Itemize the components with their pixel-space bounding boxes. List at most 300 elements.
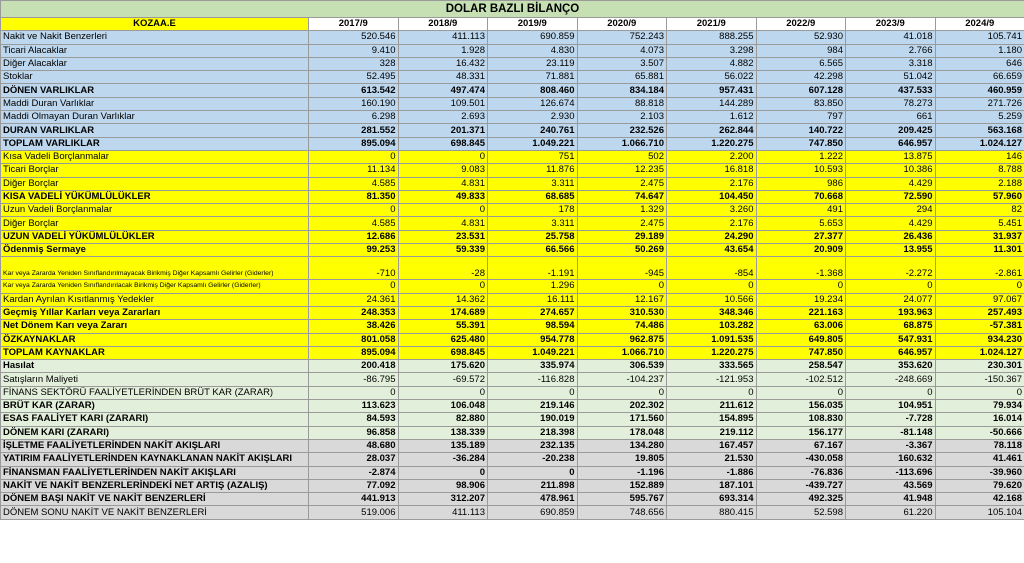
- value-cell[interactable]: 200.418: [309, 360, 399, 373]
- year-header[interactable]: 2023/9: [846, 18, 936, 31]
- value-cell[interactable]: 135.189: [398, 439, 488, 452]
- value-cell[interactable]: 0: [756, 280, 846, 293]
- row-label[interactable]: İŞLETME FAALİYETLERİNDEN NAKİT AKIŞLARI: [1, 439, 309, 452]
- value-cell[interactable]: 607.128: [756, 84, 846, 97]
- value-cell[interactable]: 1.296: [488, 280, 578, 293]
- value-cell[interactable]: 0: [309, 280, 399, 293]
- value-cell[interactable]: 751: [488, 150, 578, 163]
- value-cell[interactable]: 26.436: [846, 230, 936, 243]
- value-cell[interactable]: -1.191: [488, 257, 578, 280]
- year-header[interactable]: 2020/9: [577, 18, 667, 31]
- value-cell[interactable]: -81.148: [846, 426, 936, 439]
- value-cell[interactable]: 74.486: [577, 320, 667, 333]
- year-header[interactable]: 2021/9: [667, 18, 757, 31]
- value-cell[interactable]: 81.350: [309, 190, 399, 203]
- value-cell[interactable]: 5.653: [756, 217, 846, 230]
- value-cell[interactable]: 0: [846, 280, 936, 293]
- value-cell[interactable]: 68.875: [846, 320, 936, 333]
- value-cell[interactable]: -39.960: [935, 466, 1024, 479]
- value-cell[interactable]: 880.415: [667, 506, 757, 519]
- value-cell[interactable]: 52.930: [756, 31, 846, 44]
- value-cell[interactable]: 16.818: [667, 164, 757, 177]
- row-label[interactable]: Maddi Olmayan Duran Varlıklar: [1, 111, 309, 124]
- value-cell[interactable]: 211.612: [667, 400, 757, 413]
- value-cell[interactable]: 144.289: [667, 97, 757, 110]
- value-cell[interactable]: 12.686: [309, 230, 399, 243]
- row-label[interactable]: DURAN VARLIKLAR: [1, 124, 309, 137]
- value-cell[interactable]: 258.547: [756, 360, 846, 373]
- row-label[interactable]: UZUN VADELİ YÜKÜMLÜLÜKLER: [1, 230, 309, 243]
- value-cell[interactable]: 140.722: [756, 124, 846, 137]
- value-cell[interactable]: 178: [488, 204, 578, 217]
- value-cell[interactable]: 5.451: [935, 217, 1024, 230]
- value-cell[interactable]: 9.083: [398, 164, 488, 177]
- value-cell[interactable]: 649.805: [756, 333, 846, 346]
- value-cell[interactable]: 698.845: [398, 137, 488, 150]
- value-cell[interactable]: 441.913: [309, 493, 399, 506]
- value-cell[interactable]: 1.180: [935, 44, 1024, 57]
- value-cell[interactable]: 108.830: [756, 413, 846, 426]
- value-cell[interactable]: 294: [846, 204, 936, 217]
- value-cell[interactable]: 0: [398, 466, 488, 479]
- value-cell[interactable]: 190.019: [488, 413, 578, 426]
- value-cell[interactable]: 174.689: [398, 306, 488, 319]
- value-cell[interactable]: 41.461: [935, 453, 1024, 466]
- value-cell[interactable]: 77.092: [309, 479, 399, 492]
- value-cell[interactable]: 175.620: [398, 360, 488, 373]
- value-cell[interactable]: -2.272: [846, 257, 936, 280]
- value-cell[interactable]: -57.381: [935, 320, 1024, 333]
- value-cell[interactable]: 2.930: [488, 111, 578, 124]
- value-cell[interactable]: 0: [935, 386, 1024, 399]
- row-label[interactable]: FİNANSMAN FAALİYETLERİNDEN NAKİT AKIŞLARI: [1, 466, 309, 479]
- value-cell[interactable]: 61.220: [846, 506, 936, 519]
- value-cell[interactable]: 98.906: [398, 479, 488, 492]
- value-cell[interactable]: 41.948: [846, 493, 936, 506]
- value-cell[interactable]: 3.311: [488, 217, 578, 230]
- value-cell[interactable]: 72.590: [846, 190, 936, 203]
- value-cell[interactable]: 49.833: [398, 190, 488, 203]
- value-cell[interactable]: 178.048: [577, 426, 667, 439]
- value-cell[interactable]: 14.362: [398, 293, 488, 306]
- value-cell[interactable]: 63.006: [756, 320, 846, 333]
- value-cell[interactable]: 0: [667, 386, 757, 399]
- value-cell[interactable]: 56.022: [667, 71, 757, 84]
- value-cell[interactable]: 310.530: [577, 306, 667, 319]
- value-cell[interactable]: 41.018: [846, 31, 936, 44]
- value-cell[interactable]: 0: [488, 466, 578, 479]
- value-cell[interactable]: -1.368: [756, 257, 846, 280]
- year-header[interactable]: 2024/9: [935, 18, 1024, 31]
- value-cell[interactable]: 50.269: [577, 244, 667, 257]
- value-cell[interactable]: 4.831: [398, 177, 488, 190]
- value-cell[interactable]: 104.951: [846, 400, 936, 413]
- value-cell[interactable]: 492.325: [756, 493, 846, 506]
- value-cell[interactable]: 690.859: [488, 506, 578, 519]
- value-cell[interactable]: 752.243: [577, 31, 667, 44]
- row-label[interactable]: Uzun Vadeli Borçlanmalar: [1, 204, 309, 217]
- value-cell[interactable]: 934.230: [935, 333, 1024, 346]
- row-label[interactable]: Hasılat: [1, 360, 309, 373]
- row-label[interactable]: Geçmiş Yıllar Karları veya Zararları: [1, 306, 309, 319]
- value-cell[interactable]: 1.066.710: [577, 137, 667, 150]
- value-cell[interactable]: 0: [309, 386, 399, 399]
- value-cell[interactable]: 747.850: [756, 137, 846, 150]
- value-cell[interactable]: 478.961: [488, 493, 578, 506]
- value-cell[interactable]: 4.585: [309, 177, 399, 190]
- value-cell[interactable]: 16.432: [398, 57, 488, 70]
- value-cell[interactable]: 13.955: [846, 244, 936, 257]
- sheet-title[interactable]: DOLAR BAZLI BİLANÇO: [1, 1, 1024, 18]
- value-cell[interactable]: 348.346: [667, 306, 757, 319]
- value-cell[interactable]: 105.104: [935, 506, 1024, 519]
- value-cell[interactable]: 230.301: [935, 360, 1024, 373]
- row-label[interactable]: Ödenmiş Sermaye: [1, 244, 309, 257]
- value-cell[interactable]: 29.189: [577, 230, 667, 243]
- value-cell[interactable]: 42.298: [756, 71, 846, 84]
- value-cell[interactable]: 0: [398, 386, 488, 399]
- value-cell[interactable]: 78.273: [846, 97, 936, 110]
- value-cell[interactable]: 16.014: [935, 413, 1024, 426]
- value-cell[interactable]: 154.895: [667, 413, 757, 426]
- value-cell[interactable]: -248.669: [846, 373, 936, 386]
- value-cell[interactable]: 96.858: [309, 426, 399, 439]
- row-label[interactable]: FİNANS SEKTÖRÜ FAALİYETLERİNDEN BRÜT KAR (ZARAR): [1, 386, 309, 399]
- value-cell[interactable]: 0: [398, 280, 488, 293]
- value-cell[interactable]: 0: [309, 204, 399, 217]
- value-cell[interactable]: 281.552: [309, 124, 399, 137]
- value-cell[interactable]: -1.886: [667, 466, 757, 479]
- row-label[interactable]: Diğer Alacaklar: [1, 57, 309, 70]
- value-cell[interactable]: 257.493: [935, 306, 1024, 319]
- row-label[interactable]: YATIRIM FAALİYETLERİNDEN KAYNAKLANAN NAKİT AKIŞLARI: [1, 453, 309, 466]
- value-cell[interactable]: 6.298: [309, 111, 399, 124]
- value-cell[interactable]: 52.495: [309, 71, 399, 84]
- value-cell[interactable]: 1.329: [577, 204, 667, 217]
- value-cell[interactable]: 3.507: [577, 57, 667, 70]
- value-cell[interactable]: 171.560: [577, 413, 667, 426]
- value-cell[interactable]: 146: [935, 150, 1024, 163]
- value-cell[interactable]: 79.934: [935, 400, 1024, 413]
- value-cell[interactable]: 895.094: [309, 346, 399, 359]
- value-cell[interactable]: 31.937: [935, 230, 1024, 243]
- value-cell[interactable]: 12.235: [577, 164, 667, 177]
- value-cell[interactable]: 1.220.275: [667, 137, 757, 150]
- row-label[interactable]: Diğer Borçlar: [1, 177, 309, 190]
- value-cell[interactable]: 962.875: [577, 333, 667, 346]
- value-cell[interactable]: 232.135: [488, 439, 578, 452]
- value-cell[interactable]: 2.103: [577, 111, 667, 124]
- value-cell[interactable]: 661: [846, 111, 936, 124]
- value-cell[interactable]: 0: [756, 386, 846, 399]
- value-cell[interactable]: 3.318: [846, 57, 936, 70]
- value-cell[interactable]: 690.859: [488, 31, 578, 44]
- value-cell[interactable]: 16.111: [488, 293, 578, 306]
- value-cell[interactable]: 353.620: [846, 360, 936, 373]
- value-cell[interactable]: 38.426: [309, 320, 399, 333]
- value-cell[interactable]: 2.176: [667, 217, 757, 230]
- value-cell[interactable]: 986: [756, 177, 846, 190]
- value-cell[interactable]: 1.091.535: [667, 333, 757, 346]
- value-cell[interactable]: 4.073: [577, 44, 667, 57]
- value-cell[interactable]: 895.094: [309, 137, 399, 150]
- value-cell[interactable]: 0: [935, 280, 1024, 293]
- row-label[interactable]: Maddi Duran Varlıklar: [1, 97, 309, 110]
- value-cell[interactable]: 2.176: [667, 177, 757, 190]
- value-cell[interactable]: 105.741: [935, 31, 1024, 44]
- value-cell[interactable]: 27.377: [756, 230, 846, 243]
- value-cell[interactable]: 519.006: [309, 506, 399, 519]
- value-cell[interactable]: 82: [935, 204, 1024, 217]
- value-cell[interactable]: 59.339: [398, 244, 488, 257]
- value-cell[interactable]: 160.190: [309, 97, 399, 110]
- value-cell[interactable]: 563.168: [935, 124, 1024, 137]
- value-cell[interactable]: 0: [667, 280, 757, 293]
- value-cell[interactable]: 66.566: [488, 244, 578, 257]
- value-cell[interactable]: 138.339: [398, 426, 488, 439]
- value-cell[interactable]: 11.134: [309, 164, 399, 177]
- value-cell[interactable]: -7.728: [846, 413, 936, 426]
- value-cell[interactable]: -50.666: [935, 426, 1024, 439]
- value-cell[interactable]: 43.654: [667, 244, 757, 257]
- value-cell[interactable]: 109.501: [398, 97, 488, 110]
- value-cell[interactable]: 209.425: [846, 124, 936, 137]
- value-cell[interactable]: 271.726: [935, 97, 1024, 110]
- value-cell[interactable]: 23.531: [398, 230, 488, 243]
- value-cell[interactable]: 801.058: [309, 333, 399, 346]
- value-cell[interactable]: 10.566: [667, 293, 757, 306]
- value-cell[interactable]: 24.361: [309, 293, 399, 306]
- row-label[interactable]: DÖNEN VARLIKLAR: [1, 84, 309, 97]
- value-cell[interactable]: 1.049.221: [488, 137, 578, 150]
- value-cell[interactable]: 13.875: [846, 150, 936, 163]
- value-cell[interactable]: 4.831: [398, 217, 488, 230]
- value-cell[interactable]: 274.657: [488, 306, 578, 319]
- value-cell[interactable]: 1.024.127: [935, 137, 1024, 150]
- value-cell[interactable]: 3.298: [667, 44, 757, 57]
- value-cell[interactable]: 747.850: [756, 346, 846, 359]
- value-cell[interactable]: 65.881: [577, 71, 667, 84]
- value-cell[interactable]: -28: [398, 257, 488, 280]
- row-label[interactable]: Kar veya Zararda Yeniden Sınıflandırılmayacak Birikmiş Diğer Kapsamlı Gelirler (Giderler): [1, 257, 309, 280]
- year-header[interactable]: 2018/9: [398, 18, 488, 31]
- value-cell[interactable]: 11.301: [935, 244, 1024, 257]
- row-label[interactable]: Ticari Borçlar: [1, 164, 309, 177]
- value-cell[interactable]: 4.585: [309, 217, 399, 230]
- row-label[interactable]: Kısa Vadeli Borçlanmalar: [1, 150, 309, 163]
- company-ticker[interactable]: KOZAA.E: [1, 18, 309, 31]
- value-cell[interactable]: 1.222: [756, 150, 846, 163]
- value-cell[interactable]: 82.880: [398, 413, 488, 426]
- value-cell[interactable]: 547.931: [846, 333, 936, 346]
- value-cell[interactable]: 2.188: [935, 177, 1024, 190]
- value-cell[interactable]: 437.533: [846, 84, 936, 97]
- value-cell[interactable]: 99.253: [309, 244, 399, 257]
- value-cell[interactable]: -710: [309, 257, 399, 280]
- value-cell[interactable]: 42.168: [935, 493, 1024, 506]
- value-cell[interactable]: 2.475: [577, 217, 667, 230]
- value-cell[interactable]: 84.593: [309, 413, 399, 426]
- value-cell[interactable]: 262.844: [667, 124, 757, 137]
- value-cell[interactable]: 19.234: [756, 293, 846, 306]
- value-cell[interactable]: -439.727: [756, 479, 846, 492]
- value-cell[interactable]: 19.805: [577, 453, 667, 466]
- row-label[interactable]: ESAS FAALİYET KARI (ZARARI): [1, 413, 309, 426]
- value-cell[interactable]: 1.612: [667, 111, 757, 124]
- value-cell[interactable]: -20.238: [488, 453, 578, 466]
- value-cell[interactable]: 11.876: [488, 164, 578, 177]
- row-label[interactable]: Ticari Alacaklar: [1, 44, 309, 57]
- value-cell[interactable]: -1.196: [577, 466, 667, 479]
- value-cell[interactable]: 8.788: [935, 164, 1024, 177]
- value-cell[interactable]: 106.048: [398, 400, 488, 413]
- value-cell[interactable]: 646.957: [846, 137, 936, 150]
- value-cell[interactable]: 55.391: [398, 320, 488, 333]
- value-cell[interactable]: 957.431: [667, 84, 757, 97]
- value-cell[interactable]: 202.302: [577, 400, 667, 413]
- value-cell[interactable]: 219.146: [488, 400, 578, 413]
- value-cell[interactable]: -150.367: [935, 373, 1024, 386]
- value-cell[interactable]: 48.680: [309, 439, 399, 452]
- value-cell[interactable]: 954.778: [488, 333, 578, 346]
- value-cell[interactable]: 2.693: [398, 111, 488, 124]
- row-label[interactable]: DÖNEM SONU NAKİT VE NAKİT BENZERLERİ: [1, 506, 309, 519]
- value-cell[interactable]: 232.526: [577, 124, 667, 137]
- value-cell[interactable]: 5.259: [935, 111, 1024, 124]
- value-cell[interactable]: 57.960: [935, 190, 1024, 203]
- value-cell[interactable]: -113.696: [846, 466, 936, 479]
- value-cell[interactable]: 67.167: [756, 439, 846, 452]
- row-label[interactable]: DÖNEM KARI (ZARARI): [1, 426, 309, 439]
- row-label[interactable]: ÖZKAYNAKLAR: [1, 333, 309, 346]
- row-label[interactable]: BRÜT KAR (ZARAR): [1, 400, 309, 413]
- value-cell[interactable]: 2.200: [667, 150, 757, 163]
- value-cell[interactable]: 3.311: [488, 177, 578, 190]
- row-label[interactable]: Diğer Borçlar: [1, 217, 309, 230]
- value-cell[interactable]: 0: [398, 204, 488, 217]
- value-cell[interactable]: 71.881: [488, 71, 578, 84]
- value-cell[interactable]: 333.565: [667, 360, 757, 373]
- value-cell[interactable]: 21.530: [667, 453, 757, 466]
- value-cell[interactable]: -86.795: [309, 373, 399, 386]
- value-cell[interactable]: 3.260: [667, 204, 757, 217]
- value-cell[interactable]: -854: [667, 257, 757, 280]
- value-cell[interactable]: 51.042: [846, 71, 936, 84]
- value-cell[interactable]: -76.836: [756, 466, 846, 479]
- value-cell[interactable]: 0: [577, 386, 667, 399]
- value-cell[interactable]: 97.067: [935, 293, 1024, 306]
- value-cell[interactable]: 103.282: [667, 320, 757, 333]
- value-cell[interactable]: 646: [935, 57, 1024, 70]
- value-cell[interactable]: 625.480: [398, 333, 488, 346]
- value-cell[interactable]: 23.119: [488, 57, 578, 70]
- row-label[interactable]: NAKİT VE NAKİT BENZERLERİNDEKİ NET ARTIŞ (AZALIŞ): [1, 479, 309, 492]
- row-label[interactable]: Kardan Ayrılan Kısıtlanmış Yedekler: [1, 293, 309, 306]
- value-cell[interactable]: 74.647: [577, 190, 667, 203]
- value-cell[interactable]: 0: [577, 280, 667, 293]
- value-cell[interactable]: 834.184: [577, 84, 667, 97]
- value-cell[interactable]: 167.457: [667, 439, 757, 452]
- row-label[interactable]: DÖNEM BAŞI NAKİT VE NAKİT BENZERLERİ: [1, 493, 309, 506]
- value-cell[interactable]: 797: [756, 111, 846, 124]
- value-cell[interactable]: 156.035: [756, 400, 846, 413]
- value-cell[interactable]: 0: [398, 150, 488, 163]
- value-cell[interactable]: 83.850: [756, 97, 846, 110]
- value-cell[interactable]: 411.113: [398, 31, 488, 44]
- value-cell[interactable]: 25.758: [488, 230, 578, 243]
- value-cell[interactable]: 613.542: [309, 84, 399, 97]
- value-cell[interactable]: 152.889: [577, 479, 667, 492]
- value-cell[interactable]: 4.429: [846, 217, 936, 230]
- row-label[interactable]: Stoklar: [1, 71, 309, 84]
- value-cell[interactable]: -102.512: [756, 373, 846, 386]
- value-cell[interactable]: -116.828: [488, 373, 578, 386]
- row-label[interactable]: TOPLAM KAYNAKLAR: [1, 346, 309, 359]
- value-cell[interactable]: 502: [577, 150, 667, 163]
- value-cell[interactable]: 113.623: [309, 400, 399, 413]
- value-cell[interactable]: -2.861: [935, 257, 1024, 280]
- value-cell[interactable]: 460.959: [935, 84, 1024, 97]
- row-label[interactable]: KISA VADELİ YÜKÜMLÜLÜKLER: [1, 190, 309, 203]
- value-cell[interactable]: 1.049.221: [488, 346, 578, 359]
- row-label[interactable]: TOPLAM VARLIKLAR: [1, 137, 309, 150]
- value-cell[interactable]: 306.539: [577, 360, 667, 373]
- value-cell[interactable]: 219.112: [667, 426, 757, 439]
- value-cell[interactable]: 693.314: [667, 493, 757, 506]
- value-cell[interactable]: -945: [577, 257, 667, 280]
- value-cell[interactable]: 193.963: [846, 306, 936, 319]
- value-cell[interactable]: 104.450: [667, 190, 757, 203]
- value-cell[interactable]: 134.280: [577, 439, 667, 452]
- value-cell[interactable]: 4.830: [488, 44, 578, 57]
- value-cell[interactable]: 221.163: [756, 306, 846, 319]
- value-cell[interactable]: 312.207: [398, 493, 488, 506]
- value-cell[interactable]: 4.429: [846, 177, 936, 190]
- value-cell[interactable]: 187.101: [667, 479, 757, 492]
- value-cell[interactable]: 52.598: [756, 506, 846, 519]
- value-cell[interactable]: 88.818: [577, 97, 667, 110]
- year-header[interactable]: 2022/9: [756, 18, 846, 31]
- value-cell[interactable]: 497.474: [398, 84, 488, 97]
- value-cell[interactable]: 2.766: [846, 44, 936, 57]
- value-cell[interactable]: 98.594: [488, 320, 578, 333]
- value-cell[interactable]: 78.118: [935, 439, 1024, 452]
- value-cell[interactable]: 0: [309, 150, 399, 163]
- value-cell[interactable]: 6.565: [756, 57, 846, 70]
- value-cell[interactable]: 808.460: [488, 84, 578, 97]
- value-cell[interactable]: 491: [756, 204, 846, 217]
- value-cell[interactable]: 70.668: [756, 190, 846, 203]
- value-cell[interactable]: 2.475: [577, 177, 667, 190]
- value-cell[interactable]: 48.331: [398, 71, 488, 84]
- value-cell[interactable]: -36.284: [398, 453, 488, 466]
- value-cell[interactable]: 595.767: [577, 493, 667, 506]
- row-label[interactable]: Satışların Maliyeti: [1, 373, 309, 386]
- value-cell[interactable]: 201.371: [398, 124, 488, 137]
- value-cell[interactable]: -430.058: [756, 453, 846, 466]
- value-cell[interactable]: 12.167: [577, 293, 667, 306]
- value-cell[interactable]: 646.957: [846, 346, 936, 359]
- value-cell[interactable]: 79.620: [935, 479, 1024, 492]
- row-label[interactable]: Net Dönem Karı veya Zararı: [1, 320, 309, 333]
- value-cell[interactable]: 888.255: [667, 31, 757, 44]
- value-cell[interactable]: 1.024.127: [935, 346, 1024, 359]
- value-cell[interactable]: 43.569: [846, 479, 936, 492]
- value-cell[interactable]: 211.898: [488, 479, 578, 492]
- value-cell[interactable]: -2.874: [309, 466, 399, 479]
- value-cell[interactable]: -3.367: [846, 439, 936, 452]
- value-cell[interactable]: 748.656: [577, 506, 667, 519]
